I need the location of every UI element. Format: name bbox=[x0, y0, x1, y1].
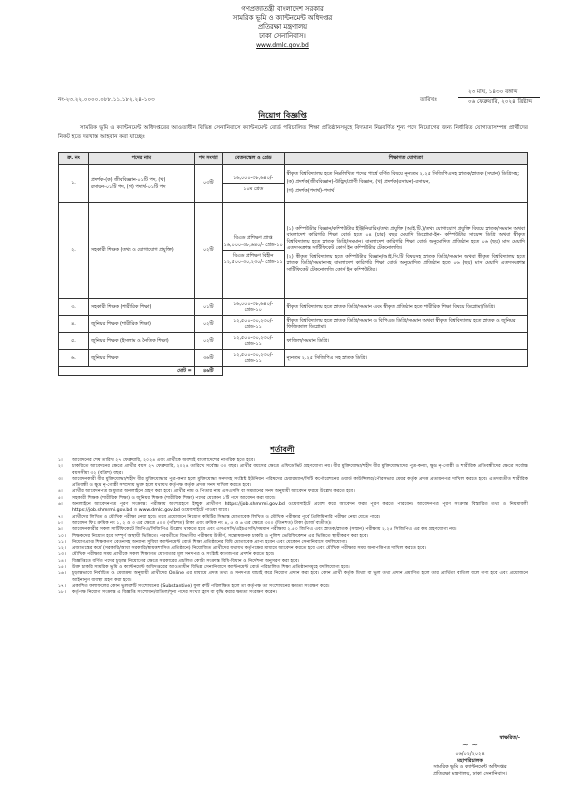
qualification-line: (ক) প্রদর্শক(জীববিজ্ঞান)-উদ্ভিদ/প্রাণী বিজ্ঞান, (খ) প্রদর্শক(রসায়ন)-রসায়ন, bbox=[286, 179, 430, 186]
table-row bbox=[59, 203, 528, 299]
header-department: সামরিক ভূমি ও ক্যান্টনমেন্ট অধিদপ্তর bbox=[232, 14, 333, 22]
row-qualification: স্বীকৃত বিশ্ববিদ্যালয় হতে স্নাতক ডিগ্রি/সমমান ও বিপিএড ডিগ্রি/সমমান অথবা স্বীকৃত বিশ্ববিদ্যালয় হতে স্নাতক ও জুনিয়র ফিজিক্যাল ডিপ্লোমা। bbox=[284, 316, 527, 333]
date-english: ০৬ ফেব্রুয়ারি, ২০২৪ খ্রিষ্টাব্দ bbox=[468, 99, 533, 105]
qualification-line: (২) স্বীকৃত বিশ্ববিদ্যালয় হতে কম্পিউটার বিজ্ঞান/আই.সি.টি বিষয়সহ স্নাতক ডিগ্রি/সমমান অথবা স্বীকৃত বিশ্ববিদ্যালয় হতে স্নাতক ডিগ্রি/সমমানসহ বাংলাদেশ কারিগরি শিক্ষা বোর্ড অনুমোদিত প্রতিষ্ঠান হতে ০৬ (ছয়) মাস মেয়াদি এতদসংক্রান্ত সার্টিফিকেট টেকনোলজি কোর্স ইন কম্পিউটার। bbox=[286, 253, 525, 273]
term-number: ১৮। bbox=[58, 590, 66, 596]
term-text: কর্তৃপক্ষ নিয়োগ সংক্রান্ত এ বিজ্ঞপ্তি সংশোধন/বাতিল/শূন্য পদের সংখ্যা হ্রাস বা বৃদ্ধি করার ক্ষমতা সংরক্ষণ করেন। bbox=[72, 590, 278, 596]
term-text: উক্ত চাকরি সামরিক ভূমি ও ক্যান্টনমেন্ট অধিদপ্তরের আওতাধীন বিভিন্ন সেনানিবাসে ক্যান্টনমেন্ট বোর্ড পরিচালিত শিক্ষা প্রতিষ্ঠানসমূহে বদলিযোগ্য হবে। bbox=[72, 565, 350, 571]
col-post-count: পদ সংখ্যা bbox=[194, 153, 222, 165]
total-value: ৪৬টি bbox=[194, 367, 222, 376]
term-text: প্রকাশিত ফলাফলের কোন ভুলত্রুটি সংশোধনের (Substantive) ফুল রুটি পরিলক্ষিত হলে তা কর্তৃপক্ষ তা সংশোধনের ক্ষমতা সংরক্ষণ করে। bbox=[72, 583, 330, 589]
term-number: ৬। bbox=[58, 502, 63, 508]
term-number: ১০। bbox=[58, 533, 66, 539]
table-total-row bbox=[59, 367, 528, 376]
row-serial: ৩. bbox=[59, 299, 89, 316]
qualification-line: স্বীকৃত বিশ্ববিদ্যালয় হতে নিম্নলিখিত পদের পার্শ্বে বর্ণিত বিষয়ে নূন্যতম ২.২৫ সিজিপিএসহ স্নাতক/স্নাতক (সম্মান) ডিগ্রিসহ; bbox=[286, 170, 520, 177]
term-text: আবেদনকারী বীর মুক্তিযোদ্ধা/শহীদ বীর মুক্তিযোদ্ধার পুত্র-কন্যা হলে মুক্তিযোদ্ধা সনদসহ সংশ্লিষ্ট ইউনিয়ন পরিষদের চেয়ারম্যান/সিটি কর্পোরেশনের ওয়ার্ড কাউন্সিলর/পৌরসভার মেয়র কর্তৃক প্রদত্ত প্রত্যয়নপত্র দাখিল করতে হবে। এতদব্যতীত শারীরিক প্রতিবন্ধী ও ক্ষুদ্র নৃ-গোষ্ঠী সম্প্রদায় ভুক্ত হলে যথাযথ কর্তৃপক্ষ কর্তৃক প্রদত্ত সনদ দাখিল করতে হবে। bbox=[72, 476, 528, 489]
signature-office: সামরিক ভূমি ও ক্যান্টনমেন্ট অধিদপ্তর bbox=[433, 764, 507, 771]
col-post-name: পদের নাম bbox=[88, 153, 194, 165]
row-count: ০১টি bbox=[194, 299, 222, 316]
header-ministry: প্রতিরক্ষা মন্ত্রণালয় bbox=[257, 23, 308, 31]
table-row bbox=[59, 299, 528, 316]
row-scale bbox=[222, 165, 284, 203]
term-number: ৫। bbox=[58, 495, 63, 501]
table-row bbox=[59, 333, 528, 350]
table-row bbox=[59, 316, 528, 333]
term-number: ৭। bbox=[58, 514, 63, 520]
letterhead bbox=[0, 5, 565, 50]
notice-title: নিয়োগ বিজ্ঞপ্তি bbox=[258, 111, 307, 120]
list-item bbox=[58, 502, 528, 515]
date-bengali: ২৩ মাঘ, ১৪৩০ বঙ্গাব্দ bbox=[468, 89, 518, 95]
term-text: আবেদনের শেষ তারিখ ২৭ ফেব্রুয়ারি, ২০২৪ এবং প্রার্থীকে অবশ্যই বাংলাদেশের নাগরিক হতে হবে। bbox=[72, 458, 255, 463]
row-post: জুনিয়র শিক্ষক (ইসলাম ও নৈতিক শিক্ষা) bbox=[88, 333, 194, 350]
row-scale: ১২,৫০০-৩০,২৩০/- গ্রেড-১১ bbox=[222, 333, 284, 350]
term-text: আবেদন ফিঃ ক্রমিক নং ১, ২ ও ৩ এর ক্ষেত্রে ৫০০ (পাঁচশত) টাকা এবং ক্রমিক নং ৪, ৫ ও ৬ এর ক্ষেত্রে ৩০০ (তিনশত) টাকা (চার্জ ব্যতীত)। bbox=[72, 520, 332, 526]
scale-line: ১০ম গ্রেড bbox=[243, 186, 264, 192]
row-scale: ১২,৫০০-৩০,২৩০/- গ্রেড-১১ bbox=[222, 316, 284, 333]
term-text: নিয়োগপ্রাপ্ত শিক্ষকগণ বেতনসহ অন্যান্য সুবিধা ক্যান্টনমেন্ট বোর্ড শিক্ষা প্রতিষ্ঠানের বিধি মোতাবেক প্রাপ্য হবেন এবং যেকোন সেনানিবাসে বদলিযোগ্য। bbox=[72, 539, 348, 545]
row-post: সহকারী শিক্ষক (তথ্য ও যোগাযোগ প্রযুক্তি) bbox=[88, 203, 194, 299]
row-serial: ৫. bbox=[59, 333, 89, 350]
row-count: ০২টি bbox=[194, 316, 222, 333]
signature-mark: ~ ~ bbox=[462, 739, 478, 749]
row-count: ৩৬টি bbox=[194, 350, 222, 367]
term-number: ১৫। bbox=[58, 565, 66, 571]
term-text: শিক্ষকদের নিয়োগ হবে সম্পূর্ণ অস্থায়ী ভিত্তিতে। পরবর্তীতে বিভাগীয় পরীক্ষায় উত্তীর্ণ, সন্তোষজনক চাকরি ও পুলিশ ভেরিফিকেশন এর ভিত্তিতে স্থায়ীকরণ করা হবে। bbox=[72, 533, 369, 539]
memo-number: নং-২৩.২২.০০০০.০৮৮.১১.১৮২.২৪-১০৩ bbox=[58, 97, 155, 103]
col-qualification: শিক্ষাগত যোগ্যতা bbox=[284, 153, 527, 165]
table-row bbox=[59, 165, 528, 203]
scale-line: ১৬,০০০-৩৮,৬৪০/- bbox=[223, 173, 284, 184]
term-number: ১২। bbox=[58, 546, 66, 552]
header-website-link[interactable]: www.dmlc.gov.bd bbox=[256, 42, 309, 49]
term-number: ১৪। bbox=[58, 558, 66, 564]
table-row bbox=[59, 350, 528, 367]
term-text: প্রার্থীদের লিখিত ও মৌখিক পরীক্ষা নেয়া হবে। তবে প্রয়োজনে নিয়োগ কমিটির সিদ্ধান্ত মোতাবেক লিখিত ও মৌখিক পরীক্ষার পূর্বে প্রিলিমিনারি পরীক্ষা নেয়া যেতে পারে। bbox=[72, 514, 381, 520]
row-scale: ১২,৫০০-৩০,২৩০/- গ্রেড-১১ bbox=[222, 350, 284, 367]
term-number: ১১। bbox=[58, 539, 66, 545]
row-serial: ৪. bbox=[59, 316, 89, 333]
term-text: সহকারী শিক্ষক (শারীরিক শিক্ষা) ও জুনিয়র শিক্ষক (শারীরিক শিক্ষা) পদের যেকোন ১টি পদে আবেদন করা যাবে। bbox=[72, 495, 276, 501]
row-post: সহকারী শিক্ষক (শারীরিক শিক্ষা) bbox=[88, 299, 194, 316]
list-item bbox=[58, 590, 528, 596]
row-post: জুনিয়র শিক্ষক (শারীরিক শিক্ষা) bbox=[88, 316, 194, 333]
signature-label: স্বাক্ষরিত/- bbox=[499, 735, 520, 741]
term-number: ২। bbox=[58, 464, 63, 470]
row-post: প্রদর্শক-(ক) জীববিজ্ঞান-০১টি পদ, (খ) রসায়ন-০১টি পদ, (গ) পদার্থ-০১টি পদ bbox=[88, 165, 194, 203]
terms-title: শর্তাবলী bbox=[270, 445, 295, 454]
terms-list bbox=[58, 458, 528, 597]
vacancy-table bbox=[58, 152, 528, 376]
date-label: তারিখঃ bbox=[420, 97, 438, 103]
list-item bbox=[58, 571, 528, 584]
header-government: গণপ্রজাতন্ত্রী বাংলাদেশ সরকার bbox=[241, 5, 324, 13]
term-number: ৩। bbox=[58, 476, 63, 482]
term-text: অনলাইনে আবেদনপত্র পূরণ সংক্রান্ত: পরীক্ষায় অংশগ্রহণে ইচ্ছুক প্রার্থীগণ https://job.shmrmi.gov.bd ওয়েবসাইটে প্রবেশ করে আবেদন ফরম পূরণ করতে পারবেন। আবেদনপত্র পূরণ সংক্রান্ত বিস্তারিত তথ্য ও নিয়মাবলী https://job.shmrmi.gov.bd ও www.dmlc.gov.bd ওয়েবসাইটে পাওয়া যাবে। bbox=[72, 502, 528, 514]
term-text: চাকরিতে আবেদনের ক্ষেত্রে প্রার্থীর বয়স ২৭ ফেব্রুয়ারি, ২০২৪ তারিখে সর্বোচ্চ ৩০ বছর। প্রার্থীর বয়সের ক্ষেত্রে এফিডেভিট গ্রহণযোগ্য নয়। বীর মুক্তিযোদ্ধা/শহীদ বীর মুক্তিযোদ্ধাদের পুত্র-কন্যা, ক্ষুদ্র নৃ-গোষ্ঠী ও শারীরিক প্রতিবন্ধীদের ক্ষেত্রে সর্বোচ্চ বয়সসীমা ৩২ (বত্রিশ) বছর। bbox=[72, 464, 528, 476]
row-qualification bbox=[284, 203, 527, 299]
term-number: ১৩। bbox=[58, 552, 66, 558]
term-number: ৮। bbox=[58, 520, 63, 526]
term-text: আবেদনকারীর সকল সার্টিফিকেটে জিপিএ/সিজিপিএ উল্লেখ থাকতে হবে এবং এসএসসি/এইচএসসি/সমমান পরীক্ষায় ২.৫০ জিপিএ এবং স্নাতক/স্নাতক (সম্মান) পরীক্ষায় ২.২৫ সিজিপিএ এর কম গ্রহণযোগ্য নয়। bbox=[72, 527, 457, 533]
term-number: ১৬। bbox=[58, 571, 66, 577]
term-number: ১৭। bbox=[58, 583, 66, 589]
qualification-line: (১) কম্পিউটার বিজ্ঞান/কম্পিউটার ইঞ্জিনিয়ারিং/তথ্য প্রযুক্তি (আই.টি.)/তথ্য যোগাযোগ প্রযুক্তি বিষয়ে স্নাতক/সমমান অথবা বাংলাদেশ কারিগরি শিক্ষা বোর্ড হতে ০৪ (চার) বছর মেয়াদি ডিপ্লোমা-ইন- কম্পিউটার সায়েন্স ডিগ্রি অথবা স্বীকৃত বিশ্ববিদ্যালয় হতে স্নাতক ডিগ্রি/সমমান। বাংলাদেশ কারিগরি শিক্ষা বোর্ড অনুমোদিত প্রতিষ্ঠান হতে ০৬ (ছয়) মাস মেয়াদি এতদসংক্রান্ত সার্টিফিকেট কোর্স ইন কম্পিউটার টেকনোলজি। bbox=[286, 226, 525, 252]
scale-line: বিএড প্রশিক্ষণ বিহীন ১২,৫০০-৩০,২৩০/- গ্রেড-১১ bbox=[223, 253, 283, 266]
signature-office-address: প্রতিরক্ষা মন্ত্রণালয়, ঢাকা সেনানিবাস। bbox=[433, 771, 507, 778]
row-serial: ১. bbox=[59, 165, 89, 203]
total-label: মোট = bbox=[59, 367, 195, 376]
row-qualification bbox=[284, 165, 527, 203]
term-number: ৯। bbox=[58, 527, 63, 533]
term-text: বিজ্ঞপ্তিতে বর্ণিত পদের চূড়ান্ত নিয়োগের ক্ষেত্রে সরকারের প্রচলিত কোটা সংক্রান্ত বিধি-বিধান ও নির্দেশনা অনুসরণ করা হবে। bbox=[72, 558, 300, 564]
header-location: ঢাকা সেনানিবাস। bbox=[259, 32, 306, 40]
term-number: ৪। bbox=[58, 489, 63, 495]
term-text: প্রার্থীর আবেদনপত্র শুধুমাত্র অনলাইনে গ্রহণ করা হবে। প্রার্থীর নাম ও পিতার নাম এসএসসি বা সমমানের সনদ অনুযায়ী আবেদন ফরমে উল্লেখ করতে হবে। bbox=[72, 489, 355, 495]
row-serial: ২. bbox=[59, 203, 89, 299]
list-item bbox=[58, 477, 528, 490]
signature-block bbox=[410, 735, 530, 778]
term-number: ১। bbox=[58, 458, 63, 463]
col-serial: ক্র. নং bbox=[59, 153, 89, 165]
row-count: ০৩টি bbox=[194, 165, 222, 203]
row-count: ০২টি bbox=[194, 333, 222, 350]
row-qualification: স্বীকৃত বিশ্ববিদ্যালয় হতে স্নাতক ডিগ্রি/সমমান এবং স্বীকৃত প্রতিষ্ঠান হতে শারীরিক শিক্ষা বিষয়ে ডিপ্লোমা/ডিগ্রি। bbox=[284, 299, 527, 316]
row-scale bbox=[222, 203, 284, 299]
row-qualification: ফাজিল/সমমান ডিগ্রি। bbox=[284, 333, 527, 350]
row-scale: ১৬,০০০-৩৮,৬৪০/- গ্রেড-১০ bbox=[222, 299, 284, 316]
signature-date: ০৬/০২/২০২৪ bbox=[455, 750, 485, 757]
row-qualification: ন্যূনতম ২.২৫ সিজিপিএ সহ স্নাতক ডিগ্রি। bbox=[284, 350, 527, 367]
term-text: মৌখিক পরীক্ষার সময় প্রার্থীকে সকল শিক্ষাগত যোগ্যতার মূল সনদপত্র ও সংশ্লিষ্ট কাগজপত্র প্রদর্শন করতে হবে। bbox=[72, 552, 275, 558]
row-count: ০২টি bbox=[194, 203, 222, 299]
scale-line: বিএড প্রশিক্ষণ প্রাপ্ত ১৬,০০০-৩৮,৬৪০/- গ্রেড-১০ bbox=[223, 233, 284, 251]
qualification-line: (গ) প্রদর্শক(পদার্থ)-পদার্থ bbox=[286, 187, 335, 194]
row-serial: ৬. bbox=[59, 350, 89, 367]
term-text: প্রজাতন্ত্রের কর্মে (সরকারি/আধা সরকারি/স্বায়ত্তশাসিত প্রতিষ্ঠানে) নিয়োজিত প্রার্থীদের যথাযথ কর্তৃপক্ষের মাধ্যমে আবেদন করতে হবে এবং মৌখিক পরীক্ষার সময় অনাপত্তিপত্র দাখিল করতে হবে। bbox=[72, 546, 427, 552]
signature-designation: মহাপরিচালক bbox=[457, 757, 483, 764]
table-header-row bbox=[59, 153, 528, 165]
list-item bbox=[58, 464, 528, 477]
row-post: জুনিয়র শিক্ষক bbox=[88, 350, 194, 367]
col-pay-scale: বেতনস্কেল ও গ্রেড bbox=[222, 153, 284, 165]
notice-intro: সামরিক ভূমি ও ক্যান্টনমেন্ট অধিদপ্তরের আওতাধীন বিভিন্ন সেনানিবাসে ক্যান্টনমেন্ট বোর্ড পরিচালিত শিক্ষা প্রতিষ্ঠানসমূহে বিদ্যমান নিম্নবর্ণিত শূন্য পদে নিয়োগের জন্য নির্ধারিত যোগ্যতাসম্পন্ন প্রার্থীদের নিকট হতে দরখাস্ত আহবান করা যাচ্ছেঃ bbox=[58, 125, 528, 140]
term-text: চূড়ান্তভাবে নির্বাচিত ও মেধাক্রম অনুযায়ী প্রার্থীদের Online এর মাধ্যমে প্রদত্ত তথ্য ও সনদপত্র যাচাই করে নিয়োগ প্রদান করা হবে। কোন প্রার্থী কর্তৃক মিথ্যা বা ভুল তথ্য প্রদান প্রমাণিত হলে তার প্রার্থিতা বাতিল বলে গণ্য হবে এবং প্রয়োজনে আইনানুগ ব্যবস্থা গ্রহণ করা হবে। bbox=[72, 571, 528, 583]
